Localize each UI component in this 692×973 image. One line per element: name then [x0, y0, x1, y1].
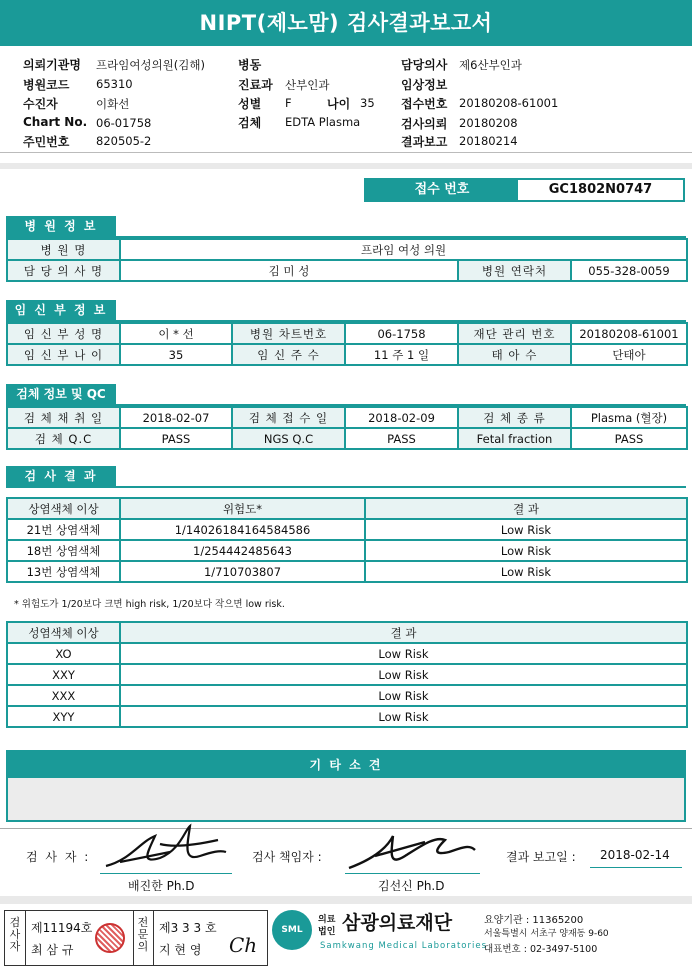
- cell-label: 검 체 접 수 일: [232, 407, 345, 428]
- other-findings-title: 기 타 소 견: [8, 752, 684, 778]
- cell-value: 20180208-61001: [571, 323, 687, 344]
- hdr-value: EDTA Plasma: [285, 115, 361, 129]
- karyotype: XO: [7, 643, 120, 664]
- hdr-value: 35: [360, 96, 375, 110]
- hdr-label: 성별: [238, 97, 262, 111]
- col-header: 결 과: [120, 622, 687, 643]
- signature-line: [100, 873, 232, 874]
- chromosome: 21번 상염색체: [7, 519, 120, 540]
- section-results: 검 사 결 과: [6, 466, 116, 486]
- chromosome: 13번 상염색체: [7, 561, 120, 582]
- hdr-label: 병동: [238, 58, 262, 72]
- hdr-label: 나이: [327, 97, 351, 111]
- corp-english-name: Samkwang Medical Laboratories: [320, 941, 488, 951]
- corp-prefix: 의료: [318, 915, 336, 925]
- cell-label: 임 신 부 성 명: [7, 323, 120, 344]
- table-row: [7, 685, 687, 706]
- cell-label: 검 체 종 류: [458, 407, 571, 428]
- license-number: 제11194호: [31, 921, 93, 935]
- physician-box: [4, 910, 268, 966]
- other-findings: [6, 750, 686, 822]
- divider: [0, 152, 692, 153]
- hdr-label: 주민번호: [23, 135, 70, 149]
- hdr-value: F: [285, 96, 292, 110]
- cell-label: 태 아 수: [458, 344, 571, 365]
- hdr-value: 06-01758: [96, 116, 152, 130]
- hdr-label: 병원코드: [23, 78, 70, 92]
- hdr-value: 20180208-61001: [459, 96, 559, 110]
- karyotype: XXY: [7, 664, 120, 685]
- col-header: 위험도*: [120, 498, 365, 519]
- cell-value: 단태아: [571, 344, 687, 365]
- other-findings-body: [8, 778, 684, 820]
- cell-value: PASS: [345, 428, 458, 449]
- col-header: 성염색체 이상: [7, 622, 120, 643]
- table-row: [7, 643, 687, 664]
- address: 서울특별시 서초구 양재동 9-60: [484, 929, 609, 939]
- table-row: [7, 706, 687, 727]
- cell-label: 재단 관리 번호: [458, 323, 571, 344]
- table-row: [7, 664, 687, 685]
- hdr-value: 820505-2: [96, 134, 152, 148]
- cell-label: 임 신 주 수: [232, 344, 345, 365]
- cell-value: 11 주 1 일: [345, 344, 458, 365]
- hdr-label: 수진자: [23, 97, 58, 111]
- cell-value: PASS: [120, 428, 232, 449]
- table-row: [7, 561, 687, 582]
- result: Low Risk: [365, 519, 687, 540]
- col-header: 결 과: [365, 498, 687, 519]
- phone: 대표번호 : 02-3497-5100: [484, 944, 598, 955]
- section-line: [6, 486, 686, 488]
- hdr-label: 검사의뢰: [401, 117, 448, 131]
- section-specimen: 검체 정보 및 QC: [6, 384, 116, 404]
- hdr-label: 임상정보: [401, 78, 448, 92]
- box-vertical-label: 전문의: [137, 916, 149, 953]
- risk-value: 1/710703807: [120, 561, 365, 582]
- col-header: 상염색체 이상: [7, 498, 120, 519]
- cell-label: 임 신 부 나 이: [7, 344, 120, 365]
- receipt-number: GC1802N0747: [548, 182, 653, 197]
- signature-line: [590, 867, 682, 868]
- doctor-name: 김 미 성: [120, 260, 458, 281]
- corp-name: 삼광의료재단: [342, 912, 453, 934]
- hospital-phone: 055-328-0059: [571, 260, 687, 281]
- cell-label: 병원 차트번호: [232, 323, 345, 344]
- table-row: [7, 519, 687, 540]
- receipt-box: [364, 178, 685, 202]
- cell-value: 35: [120, 344, 232, 365]
- cell-value: 이 * 선: [120, 323, 232, 344]
- seal-icon: [95, 923, 125, 953]
- divider-band: [0, 163, 692, 169]
- hdr-value: 20180214: [459, 134, 518, 148]
- physician-name: 지 현 영: [159, 943, 202, 957]
- hdr-label: 결과보고: [401, 135, 448, 149]
- sex-chromosome-table: [6, 621, 688, 728]
- cell-value: 2018-02-07: [120, 407, 232, 428]
- license-number: 제3 3 3 호: [159, 921, 217, 935]
- karyotype: XXX: [7, 685, 120, 706]
- hdr-label: Chart No.: [23, 115, 88, 129]
- tester-signature-icon: [100, 822, 230, 874]
- institution-code: 요양기관 : 11365200: [484, 915, 584, 926]
- report-date: 2018-02-14: [600, 848, 670, 862]
- risk-value: 1/14026184164584586: [120, 519, 365, 540]
- hdr-value: 20180208: [459, 116, 518, 130]
- result: Low Risk: [120, 685, 687, 706]
- karyotype: XYY: [7, 706, 120, 727]
- result: Low Risk: [365, 540, 687, 561]
- cell-label: 담 당 의 사 명: [7, 260, 120, 281]
- cell-label: 병원 연락처: [458, 260, 571, 281]
- table-row: [7, 540, 687, 561]
- result: Low Risk: [120, 706, 687, 727]
- box-vertical-label: 검사자: [9, 916, 21, 953]
- responsible-label: 검사 책임자 :: [252, 850, 322, 864]
- tester-name: 배진한 Ph.D: [128, 879, 195, 893]
- responsible-signature-icon: [345, 826, 480, 874]
- corp-prefix: 법인: [318, 927, 336, 937]
- hdr-label: 진료과: [238, 78, 273, 92]
- cell-label: Fetal fraction: [458, 428, 571, 449]
- tester-label: 검 사 자 :: [26, 850, 91, 864]
- hdr-value: 제6산부인과: [459, 58, 522, 72]
- hospital-name: 프라임 여성 의원: [120, 239, 687, 260]
- hospital-table: [6, 238, 688, 282]
- hdr-label: 의뢰기관명: [23, 58, 81, 72]
- physician-signature: Ch: [229, 933, 258, 957]
- results-table: [6, 497, 688, 583]
- cell-label: 병 원 명: [7, 239, 120, 260]
- receipt-label: 접수 번호: [366, 180, 518, 200]
- cell-label: 검 체 채 취 일: [7, 407, 120, 428]
- risk-footnote: * 위험도가 1/20보다 크면 high risk, 1/20보다 작으면 low risk.: [14, 599, 285, 610]
- physician-name: 최 삼 규: [31, 943, 74, 957]
- cell-value: Plasma (혈장): [571, 407, 687, 428]
- sml-logo-icon: SML: [272, 910, 312, 950]
- hdr-value: 65310: [96, 77, 133, 91]
- cell-value: PASS: [571, 428, 687, 449]
- report-title: NIPT(제노맘) 검사결과보고서: [0, 0, 692, 46]
- section-pregnant: 임 신 부 정 보: [6, 300, 116, 320]
- responsible-name: 김선신 Ph.D: [378, 879, 445, 893]
- result: Low Risk: [365, 561, 687, 582]
- hdr-label: 검체: [238, 116, 262, 130]
- hdr-value: 산부인과: [285, 78, 330, 92]
- risk-value: 1/254442485643: [120, 540, 365, 561]
- result: Low Risk: [120, 664, 687, 685]
- cell-value: 2018-02-09: [345, 407, 458, 428]
- report-date-label: 결과 보고일 :: [506, 850, 576, 864]
- hdr-label: 접수번호: [401, 97, 448, 111]
- cell-label: NGS Q.C: [232, 428, 345, 449]
- result: Low Risk: [120, 643, 687, 664]
- cell-label: 검 체 Q.C: [7, 428, 120, 449]
- chromosome: 18번 상염색체: [7, 540, 120, 561]
- hdr-value: 프라임여성의원(김해): [96, 58, 205, 72]
- section-hospital: 병 원 정 보: [6, 216, 116, 236]
- pregnant-table: [6, 322, 688, 366]
- hdr-label: 담당의사: [401, 58, 448, 72]
- divider-band: [0, 896, 692, 904]
- cell-value: 06-1758: [345, 323, 458, 344]
- specimen-table: [6, 406, 688, 450]
- hdr-value: 이화선: [96, 97, 130, 111]
- signature-line: [345, 873, 480, 874]
